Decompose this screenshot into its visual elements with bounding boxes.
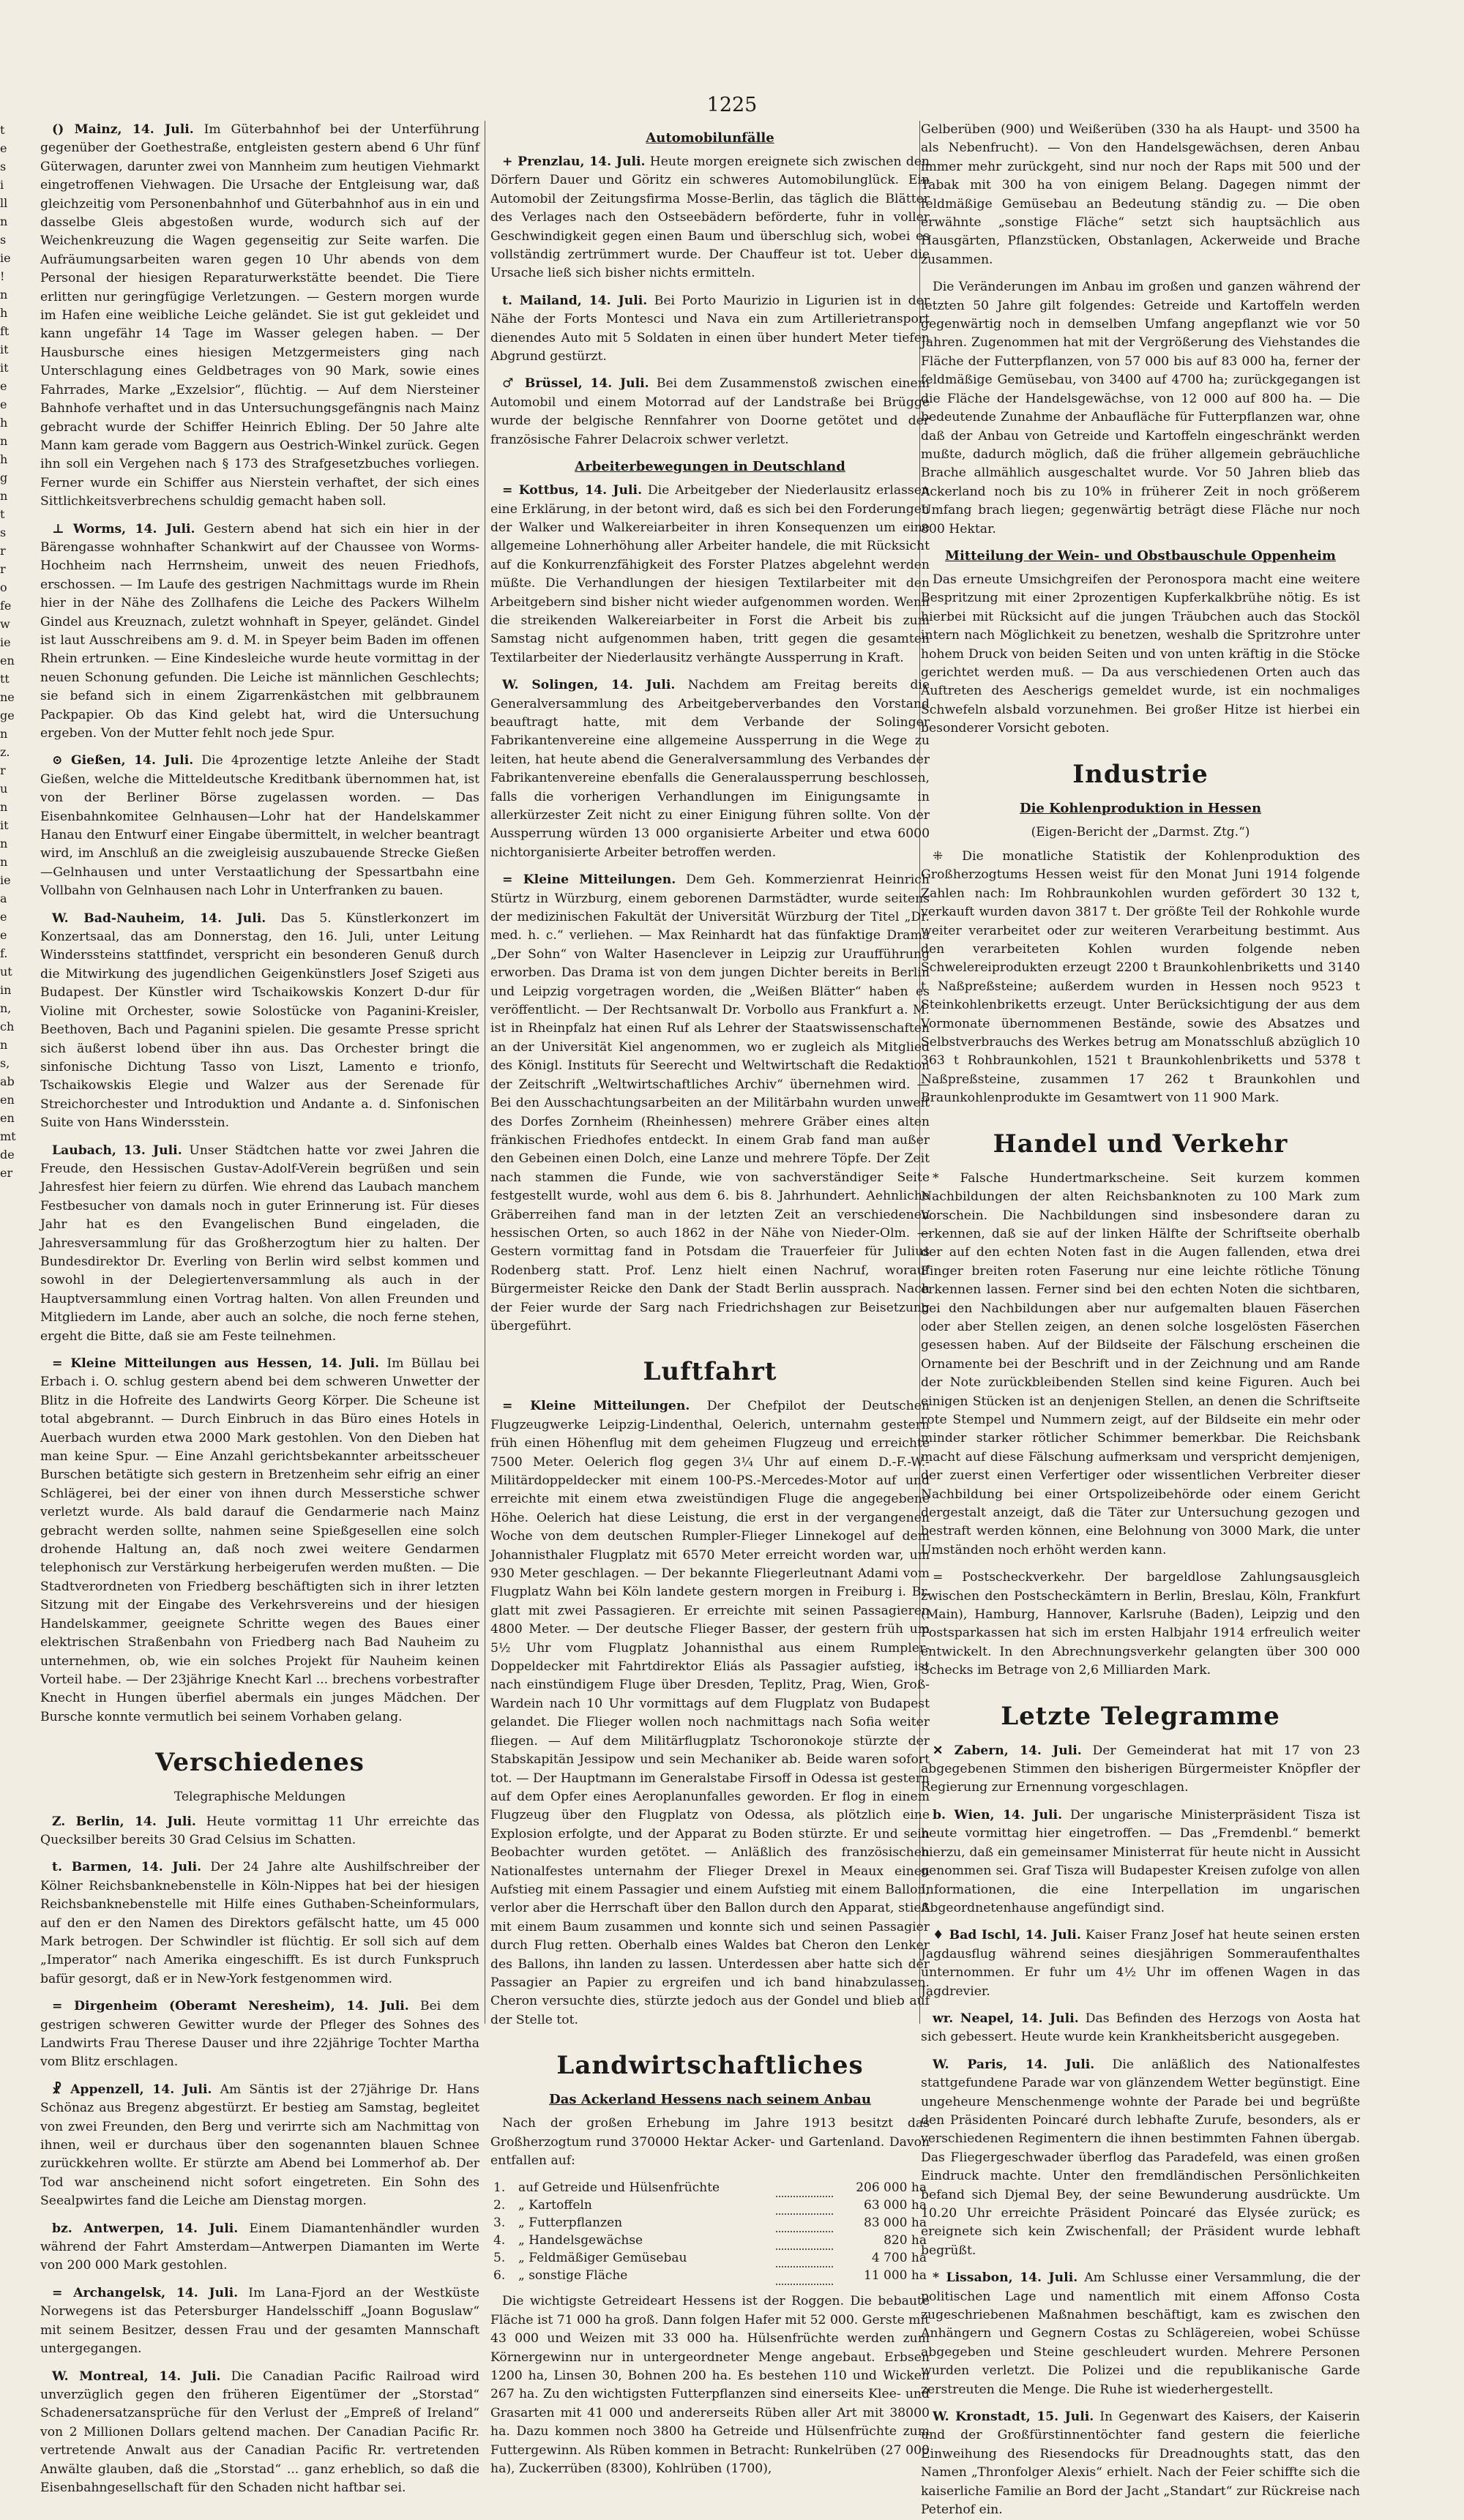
article-dateline: W. Paris, 14. Juli. [933, 2057, 1095, 2072]
article-text: Das 5. Künstlerkonzert im Konzertsaal, das am Donnerstag, den 16. Juli, unter Leitung Winderssteins stattfindet, verspricht ein besonderen Genuß durch die Mitwirkung des jugendlichen Geigenkünstlers Josef Szigeti aus Budapest. Der Künstler wird Tschaikowskis Konzert D-dur für Violine mit Orchester, sowie Solostücke von Paganini-Kreisler, Beethoven, Bach und Paganini spielen. Die gesamte Presse spricht sich äußerst lobend über ihn aus. Das Orchester bringt die sinfonische Dichtung Tasso von Liszt, Lamento e trionfo, Tschaikowskis Elegie und Walzer aus der Serenade für Streichorchester und Introduktion und Andante a. d. Sinfonischen Suite von Hans Windersstein. [40, 911, 480, 1131]
margin-fragment: n [0, 434, 8, 448]
article-dateline: = Kleine Mitteilungen. [502, 872, 676, 888]
article [40, 1997, 479, 2072]
article-text: Die Canadian Pacific Railroad wird unverzüglich gegen den früheren Eigentümer der „Storstad“ Schadenersatzansprüche für den Verlust der „Empreß of Ireland“ von 2 Millionen Dollars geltend machen. Der Canadian Pacific Rr. vertretende Anwalt aus der Canadian Pacific Rr. vertretenden Anwälte glauben, daß die „Storstad“ ... ganz erheblich, so daß die Eisenbahngesellschaft für den Schaden nicht haftbar sei. [40, 2368, 479, 2495]
article [40, 520, 479, 744]
margin-fragment: s [0, 526, 7, 539]
article-dateline: W. Kronstadt, 15. Juli. [933, 2409, 1094, 2425]
article-text: Im Lana-Fjord an der Westküste Norwegens ist das Petersburger Handelsschiff „Joann Boguslaw“ mit seinem Besitzer, dessen Frau und der gesamten Mannschaft untergegangen. [40, 2285, 479, 2357]
article-text: Am Säntis ist der 27jährige Dr. Hans Schönaz aus Bregenz abgestürzt. Er bestieg am Samstag, begleitet von zwei Freunden, den Berg und verirrte sich am Nachmittag von ihnen, weil er durchaus über den sogenannten blauen Schnee zurückkehren wollte. Er stürzte am Abend bei Lommerhof ab. Der Tod war anscheinend nicht sofort eingetreten. Ein Sohn des Seealpwirtes fand die Leiche am Dienstag morgen. [40, 2082, 479, 2209]
margin-fragment: g [0, 471, 8, 485]
paragraph: * Falsche Hundertmarkscheine. Seit kurzem kommen Nachbildungen der alten Reichsbanknoten zu 100 Mark zum Vorschein. Die Nachbildungen sind insbesondere daran zu erkennen, daß sie auf der linken Hälfte der Schriftseite oberhalb der auf den echten Noten fast in die Augen fallenden, etwa drei Finger breiten roten Faserung nur eine leichte rötliche Tönung erkennen lassen. Ferner sind bei den echten Noten die sichtbaren, bei den Nachbildungen aber nur aufgemalten blauen Fäserchen oder aber Stellen zeigen, an denen solche losgelösten Fäserchen gesessen haben. Auf der Bildseite der Fälschung erscheinen die Ornamente bei der Beschrift und in der Zeichnung und am Rande der Note zurückbleibenden Stellen sind keine Figuren. Auch bei einigen Stücken ist an denjenigen Stellen, an denen die Schriftseite rote Stempel und Nummern zeigt, auf der Bildseite ein mehr oder minder starker rötlicher Schimmer bemerkbar. Die Reichsbank macht auf diese Fälschung aufmerksam und verspricht demjenigen, der zuerst einen Verfertiger oder wissentlichen Verbreiter dieser Nachbildung bei einer Ortspolizeibehörde oder einem Gericht dergestalt anzeigt, daß die Täter zur Untersuchung gezogen und bestraft werden können, eine Belohnung von 3000 Mark, die unter Umständen noch erhöht werden kann. [921, 1170, 1360, 1558]
article-dateline: ♂ Brüssel, 14. Juli. [502, 376, 649, 392]
margin-fragment: o [0, 580, 7, 594]
margin-fragment: de [0, 1148, 15, 1162]
article-text: Der 24 Jahre alte Aushilfschreiber der Kölner Reichsbanknebenstelle in Köln-Nippes hat bei der hiesigen Reichsbanknebenstelle mit Hilfe eines Guthaben-Scheinformulars, auf den er den Namen des Direktors gefälscht hatte, um 45 000 Mark betrogen. Der Schwindler ist flüchtig. Er soll sich auf dem „Imperator“ nach Amerika eingeschifft. Es ist durch Funkspruch bafür gesorgt, daß er in New-York festgenommen wird. [40, 1860, 479, 1986]
article-dateline: () Mainz, 14. Juli. [52, 122, 194, 137]
article [40, 1355, 479, 1727]
table-row [490, 2196, 930, 2214]
article-text: Am Schlusse einer Versammlung, die der politischen Lage und namentlich mit einem Affonso Costa zugeschriebenen Maßnahmen beschäftigt, kam es zwischen den Anhängern und Gegnern Costas zu Schlägereien, wobei Schüsse abgegeben und Steine geschleudert wurden. Mehrere Personen wurden verletzt. Die Polizei und die republikanische Garde zerstreuten die Menge. Die Ruhe ist wiederhergestellt. [921, 2270, 1361, 2397]
article-dateline: ♦ Bad Ischl, 14. Juli. [933, 1928, 1081, 1943]
article [40, 910, 479, 1133]
article [921, 2408, 1360, 2519]
margin-fragment: t [0, 507, 5, 521]
margin-fragment: en [0, 1111, 15, 1125]
article [490, 676, 930, 862]
table-leader-dots [776, 2214, 833, 2232]
heading-automobilunfaelle: Automobilunfälle [646, 130, 774, 146]
article-text: Heute morgen ereignete sich zwischen den Dörfern Dauer und Göritz ein schweres Automobilunglück. Ein Automobil der Zeitungsfirma Mosse-Berlin, das täglich die Blätter des Verlages nach den Ostseebädern beförderte, fuhr in voller Geschwindigkeit gegen einen Baum und überschlug sich, wobei es vollständig zertrümmert wurde. Der Chauffeur ist tot. Ueber die Ursache ließ sich bisher nichts ermitteln. [490, 154, 930, 281]
margin-fragment: it [0, 818, 9, 832]
margin-fragment: in [0, 983, 12, 997]
article-dateline: Laubach, 13. Juli. [52, 1143, 182, 1158]
article [40, 2081, 479, 2211]
margin-fragment: en [0, 1093, 15, 1107]
margin-fragment: h [0, 306, 8, 320]
article [490, 375, 930, 449]
heading-ackerland: Das Ackerland Hessens nach seinem Anbau [549, 2092, 871, 2108]
margin-fragment: h [0, 416, 8, 430]
article-text: Bei dem Zusammenstoß zwischen einem Automobil und einem Motorrad auf der Landstraße bei Brügge wurde der belgische Rennfahrer von Doorne getötet und der französische Fahrer Delacroix schwer verletzt. [490, 376, 930, 447]
section-title-handel: Handel und Verkehr [993, 1129, 1288, 1159]
article [490, 292, 930, 367]
article-text: Einem Diamantenhändler wurden während der Fahrt Amsterdam—Antwerpen Diamanten im Werte von 200 000 Mark gestohlen. [40, 2221, 479, 2273]
article [40, 752, 479, 900]
article [40, 1813, 479, 1850]
article-text: Der Gemeinderat hat mit 17 von 23 abgegebenen Stimmen den bisherigen Bürgermeister Knöpfler der Regierung zur Ernennung vorgeschlagen. [921, 1743, 1360, 1795]
article-dateline: * Lissabon, 14. Juli. [933, 2270, 1078, 2286]
left-margin-fragments [0, 121, 29, 2024]
article-text: Dem Geh. Kommerzienrat Heinrich Stürtz in Würzburg, einem geborenen Darmstädter, wurde seitens der medizinischen Fakultät der Universität Würzburg der Titel „Dr. med. h. c.“ verliehen. — Max Reinhardt hat das fünfaktige Drama „Der Sohn“ von Walter Hasenclever in Leipzig zur Uraufführung erworben. Das Drama ist von dem jungen Dichter bereits in Berlin und Leipzig vorgetragen worden, die „Weißen Blätter“ haben es veröffentlicht. — Der Rechtsanwalt Dr. Vorbollo aus Frankfurt a. M. ist in Rheinpfalz hat einen Ruf als Lehrer der Staatswissenschaften an der Universität Kiel angenommen, wo er zugleich als Mitglied des Königl. Instituts für Seerecht und Weltwirtschaft die Redaktion der Zeitschrift „Weltwirtschaftliches Archiv“ übernehmen wird. — Bei den Ausschachtungsarbeiten an der Militärbahn wurden unweit des Dorfes Zornheim (Rheinhessen) mehrere Gräber eines alten fränkischen Friedhofes entdeckt. In einem Grab fand man außer den Gebeinen einen Dolch, eine Lanze und mehrere Töpfe. Der Zeit nach stammen die Funde, wie von sachverständiger Seite festgestellt wurde, wohl aus dem 6. bis 8. Jahrhundert. Aehnliche Gräberreihen fand man in der letzten Zeit an verschiedenen hessischen Orten, so auch 1862 in der Nähe von Nieder-Olm. — Gestern vormittag fand in Potsdam die Trauerfeier für Julius Rodenberg statt. Prof. Lenz hielt einen Nachruf, worauf Bürgermeister Reicke den Dank der Stadt Berlin aussprach. Nach der Feier wurde der Sarg nach Friedrichshagen zur Beisetzung übergeführt. [490, 872, 930, 1334]
section-title-telegramme: Letzte Telegramme [1001, 1701, 1280, 1731]
margin-fragment: mt [0, 1129, 16, 1143]
margin-fragment: e [0, 379, 7, 393]
article-dateline: ✕ Zabern, 14. Juli. [933, 1743, 1082, 1758]
table-cell-label: „ sonstige Fläche [518, 2268, 628, 2284]
table-cell-value: 4 700 ha [871, 2251, 927, 2266]
table-cell-idx: 4. [493, 2233, 506, 2248]
article-dateline: + Prenzlau, 14. Juli. [502, 154, 646, 169]
article-dateline: = Kleine Mitteilungen. [502, 1399, 690, 1414]
article-text: Die anläßlich des Nationalfestes stattgefundene Parade war von glänzendem Wetter begünstigt. Eine ungeheure Menschenmenge wohnte der Parade bei und begrüßte den Präsidenten Poincaré durch lebhafte Zurufe, besonders, als er verschiedenen Regimentern die ihnen bestimmten Fahnen übergab. Das Fliegergeschwader überflog das Paradefeld, was einen großen Eindruck machte. Unter den fremdländischen Persönlichkeiten befand sich Djemal Bey, der seine Bewunderung ausdrückte. Um 10.20 Uhr erreichte Präsident Poincaré das Elysée zurück; es ereignete sich kein Zwischenfall; der Präsident wurde lebhaft begrüßt. [921, 2057, 1360, 2258]
paragraph: ⁜ Die monatliche Statistik der Kohlenproduktion des Großherzogtums Hessen weist für den Monat Juni 1914 folgende Zahlen nach: Im Rohbraunkohlen wurden gefördert 30 132 t, verkauft wurden davon 3817 t. Der größte Teil der Rohkohle wurde weiter verarbeitet oder zur weiteren Verarbeitung bestimmt. Aus den verarbeiteten Kohlen wurden folgende neben Schwelereiprodukten erzeugt 2200 t Braunkohlenbriketts und 3140 t Naßpreßsteine; außerdem wurden in Hessen noch 9523 t Steinkohlenbriketts erzeugt. Unter Berücksichtigung der aus dem Vormonate übernommenen Bestände, sowie des Absatzes und Selbstverbrauchs des Werkes betrug am Monatsschluß abzüglich 10 363 t Rohbraunkohlen, 1521 t Braunkohlenbriketts und 5378 t Naßpreßsteine, zusammen 17 262 t Braunkohlen und Braunkohlenprodukte im Gesamtwert von 11 900 Mark. [921, 849, 1360, 1106]
article-text: Der ungarische Ministerpräsident Tisza ist heute vormittag hier eingetroffen. — Das „Fremdenbl.“ bemerkt hierzu, daß ein gemeinsamer Ministerrat für heute nicht in Aussicht genommen sei. Graf Tisza will Budapester Kreisen zufolge von allen Informationen, die eine Interpellation im ungarischen Abgeordnetenhause angefündigt sind. [921, 1807, 1360, 1915]
table-cell-idx: 3. [493, 2216, 506, 2231]
article-dateline: Z. Berlin, 14. Juli. [52, 1814, 196, 1829]
margin-fragment: a [0, 891, 7, 905]
margin-fragment: ab [0, 1074, 15, 1088]
table-cell-value: 11 000 ha [864, 2268, 927, 2284]
article [40, 1142, 479, 1346]
paragraph: Die wichtigste Getreideart Hessens ist der Roggen. Die bebaute Fläche ist 71 000 ha groß. Dann folgen Hafer mit 52 000. Gerste mit 43 000 und Weizen mit 33 000 ha. Hülsenfrüchte werden zum Körnergewinn nur in untergeordneter Menge angebaut. Erbsen 1200 ha, Linsen 30, Bohnen 200 ha. Es bestehen 110 und Wicken 267 ha. Zu den wichtigsten Futterpflanzen sind einerseits Klee- und Grasarten mit 41 000 und andererseits Rüben aller Art mit 38000 ha. Dazu kommen noch 3800 ha Getreide und Hülsenfrüchte zum Futtergewinn. Als Rüben kommen in Betracht: Runkelrüben (27 000 ha), Zuckerrüben (8300), Kohlrüben (1700), [490, 2294, 930, 2477]
margin-fragment: ft [0, 324, 10, 338]
article-text: Im Büllau bei Erbach i. O. schlug gestern abend bei dem schweren Unwetter der Blitz in die Hofreite des Landwirts Georg Körper. Die Scheune ist total abgebrannt. — Durch Einbruch in das Büro eines Hotels in Auerbach wurden etwa 2000 Mark gestohlen. Von den Dieben hat man keine Spur. — Eine Anzahl gerichtsbekannter arbeitsscheuer Burschen betätigte sich gestern in Bretzenheim sehr eifrig an einer Schlägerei, bei der einer von ihnen durch Messerstiche schwer verletzt wurde. Als bald darauf die Gendarmerie nach Mainz gebracht werden sollte, nahmen seine Spießgesellen eine solch drohende Haltung an, daß noch zwei weitere Gendarmen telephonisch zur Verstärkung herbeigerufen werden mußten. — Die Stadtverordneten von Friedberg beschäftigten sich in ihrer letzten Sitzung mit der Eingabe des Verkehrsvereins und der hiesigen Handelskammer, geeignete Schritte wegen des Baues einer elektrischen Straßenbahn von Friedberg nach Bad Nauheim zu unternehmen, ob, wie ein solches Projekt für Nauheim keinen Vorteil habe. — Der 23jährige Knecht Karl ... brechens vorbestrafter Knecht in Hungen überfiel abermals ein junges Mädchen. Der Bursche konnte vermutlich bei seinem Vorhaben gelang. [40, 1356, 479, 1724]
margin-fragment: f. [0, 946, 8, 960]
column-3 [921, 121, 1361, 2518]
article [921, 2269, 1360, 2399]
table-leader-dots [776, 2249, 833, 2267]
column-1 [40, 121, 480, 2495]
page-number: 1225 [706, 94, 758, 116]
margin-fragment: ch [0, 1020, 15, 1033]
section-title-luftfahrt: Luftfahrt [643, 1357, 777, 1387]
margin-fragment: n [0, 800, 8, 814]
table-cell-value: 83 000 ha [864, 2216, 927, 2231]
paragraph: Nach der großen Erhebung im Jahre 1913 besitzt das Großherzogtum rund 370000 Hektar Acker- und Gartenland. Davon entfallen auf: [490, 2116, 930, 2168]
byline: (Eigen-Bericht der „Darmst. Ztg.“) [1031, 824, 1250, 840]
margin-fragment: z. [0, 745, 10, 759]
table-cell-value: 63 000 ha [864, 2198, 927, 2213]
article [40, 2284, 479, 2359]
article-dateline: W. Montreal, 14. Juli. [52, 2368, 221, 2384]
article-dateline: b. Wien, 14. Juli. [933, 1807, 1063, 1822]
heading-weinbau: Mitteilung der Wein- und Obstbauschule Oppenheim [945, 547, 1336, 564]
article-dateline: W. Bad-Nauheim, 14. Juli. [52, 911, 266, 926]
margin-fragment: it [0, 343, 9, 356]
article-dateline: W. Solingen, 14. Juli. [502, 678, 676, 693]
article [921, 1926, 1360, 2001]
acreage-table [490, 2179, 930, 2285]
margin-fragment: n [0, 1038, 8, 1052]
article [40, 1858, 479, 1989]
margin-fragment: ge [0, 708, 15, 722]
section-title-landwirtschaftliches: Landwirtschaftliches [556, 2051, 864, 2081]
table-cell-value: 820 ha [884, 2233, 927, 2248]
article-dateline: t. Barmen, 14. Juli. [52, 1860, 202, 1875]
table-row [490, 2179, 930, 2196]
table-leader-dots [776, 2196, 833, 2214]
margin-fragment: e [0, 928, 7, 942]
table-cell-value: 206 000 ha [856, 2180, 927, 2196]
margin-fragment: s, [0, 1056, 10, 1070]
table-row [490, 2249, 930, 2267]
margin-fragment: s [0, 233, 7, 247]
table-row [490, 2214, 930, 2232]
paragraph: = Postscheckverkehr. Der bargeldlose Zahlungsausgleich zwischen den Postscheckämtern in Berlin, Breslau, Köln, Frankfurt (Main), Hamburg, Hannover, Karlsruhe (Baden), Leipzig und den Postsparkassen hat sich im ersten Halbjahr 1914 erfreulich weiter entwickelt. In den Abrechnungsverkehr gelangten über 300 000 Schecks im Betrage von 2,6 Milliarden Mark. [921, 1570, 1360, 1678]
article-text: Bei Porto Maurizio in Ligurien ist in der Nähe der Forts Montesci und Nava ein zum Artillerietransport dienendes Auto mit 5 Soldaten in einen über hundert Meter tiefen Abgrund gestürzt. [490, 293, 930, 364]
article [490, 153, 930, 283]
article-dateline: ⊙ Gießen, 14. Juli. [52, 753, 194, 769]
article [921, 2010, 1360, 2047]
article [490, 482, 930, 668]
article [40, 2368, 479, 2498]
margin-fragment: r [0, 562, 6, 576]
article-text: Die Arbeitgeber der Niederlausitz erlassen eine Erklärung, in der betont wird, daß es sich bei den Forderungen der Walker und Walkereiarbeiter in ihren Konsequenzen um eine allgemeine Lohnerhöhung aller Arbeiter handele, die mit Rücksicht auf die Konkurrenzfähigkeit des Forster Platzes abgelehnt werden müßte. Die Verhandlungen der hiesigen Textilarbeiter mit den Arbeitgebern sind bisher nicht wieder aufgenommen worden. Wenn die streikenden Walkereiarbeiter in Forst die Arbeit bis zum Samstag nicht aufgenommen haben, tritt gegen die gesamten Textilarbeiter der Niederlausitz verhängte Aussperrung in Kraft. [490, 483, 930, 665]
table-cell-label: „ Handelsgewächse [518, 2233, 643, 2248]
table-cell-idx: 5. [493, 2251, 506, 2266]
paragraph: Das erneute Umsichgreifen der Peronospora macht eine weitere Bespritzung mit einer 2prozentigen Kupferkalkbrühe nötig. Es ist hierbei mit Rücksicht auf die jungen Träubchen auch das Stocköl intern nach Möglichkeit zu benetzen, weshalb die Spritzrohre unter hohem Druck von beiden Seiten und von unten kräftig in die Stöcke gerichtet werden muß. — Da aus verschiedenen Orten auch das Auftreten des Aescherigs gemeldet wurde, ist ein nochmaliges Schwefeln alsbald vorzunehmen. Bei großer Hitze ist hierbei ein besonderer Vorsicht geboten. [921, 572, 1360, 736]
article-dateline: wr. Neapel, 14. Juli. [933, 2011, 1079, 2026]
article [921, 1742, 1360, 1798]
article-dateline: t. Mailand, 14. Juli. [502, 293, 648, 308]
table-cell-idx: 6. [493, 2268, 506, 2284]
table-cell-idx: 2. [493, 2198, 506, 2213]
margin-fragment: e [0, 141, 7, 155]
article-text: Unser Städtchen hatte vor zwei Jahren die Freude, den Hessischen Gustav-Adolf-Verein begrüßen und sein Jahresfest hier feiern zu dürfen. Wie ehrend das Laubach manchem Festbesucher von damals noch in guter Erinnerung ist. Für dieses Jahr hat es den Evangelischen Bund eingeladen, die Jahresversammlung für das Großherzogtum hier zu halten. Der Bundesdirektor Dr. Everling von Berlin wird selbst kommen und sowohl in der Delegiertenversammlung als auch in der Hauptversammlung einen Vortrag halten. Von allen Freunden und Mitgliedern im Lande, aber auch an solche, die noch ferne stehen, ergeht die Bitte, daß sie am Feste teilnehmen. [40, 1143, 479, 1344]
margin-fragment: en [0, 654, 15, 668]
article-dateline: = Archangelsk, 14. Juli. [52, 2285, 239, 2300]
margin-fragment: n [0, 288, 8, 302]
article-text: Im Güterbahnhof bei der Unterführung gegenüber der Goethestraße, entgleisten gestern abend 6 Uhr fünf Güterwagen, darunter zwei von Mannheim zum heutigen Viehmarkt eingetroffenen Viehwagen. Die Ursache der Entgleisung war, daß gleichzeitig vom Personenbahnhof und Güterbahnhof aus in ein und dasselbe Gleis abgestoßen wurde, wodurch sich auf der Weichenkreuzung die Wagen gegenseitig zur Seite warfen. Die Aufräumungsarbeiten waren gegen 10 Uhr abends von dem Personal der hiesigen Reparaturwerkstätte beendet. Die Tiere erlitten nur geringfügige Verletzungen. — Gestern morgen wurde im Hafen eine weibliche Leiche geländet. Sie ist gut gekleidet und kann ungefähr 14 Tage im Wasser gelegen haben. — Der Hausbursche eines hiesigen Metzgermeisters ging nach Unterschlagung eines Geldbetrages von 90 Mark, sowie eines Fahrrades, Marke „Exzelsior“, flüchtig. — Auf dem Niersteiner Bahnhofe verhaftet und in das Untersuchungsgefängnis nach Mainz gebracht wurde der Schiffer Heinrich Ebling. Der 50 Jahre alte Mann kam gerade vom Baggern aus Oestrich-Winkel zurück. Gegen ihn soll ein Vergehen nach § 173 des Strafgesetzbuches vorliegen. Ferner wurde ein Schiffer aus Nierstein verhaftet, der sich eines Sittlichkeitsverbrechens schuldig gemacht haben soll. [40, 122, 479, 509]
article-text: Die 4prozentige letzte Anleihe der Stadt Gießen, welche die Mitteldeutsche Kreditbank übernommen hat, ist von der Berliner Börse zugelassen worden. — Das Eisenbahnkomitee Gelnhausen—Lohr hat der Handelskammer Hanau den Entwurf einer Eingabe übermittelt, in welcher beantragt wird, im Anschluß an die zweigleisig auszubauende Strecke Gießen—Gelnhausen und unter Verstaatlichung der Spessartbahn eine Vollbahn von Gelnhausen nach Lohr in Unterfranken zu bauen. [40, 753, 479, 899]
paragraph: Gelberüben (900) und Weißerüben (330 ha als Haupt- und 3500 ha als Nebenfrucht). — Von den Handelsgewächsen, deren Anbau immer mehr zurückgeht, sind nur noch der Raps mit 500 und der Tabak mit 300 ha von einigem Belang. Dagegen nimmt der feldmäßige Gemüsebau an Bedeutung ständig zu. — Die oben erwähnte „sonstige Fläche“ setzt sich hauptsächlich aus Hausgärten, Pflanzstücken, Obstanlagen, Ackerweide und Brache zusammen. [921, 122, 1360, 267]
article-text: In Gegenwart des Kaisers, der Kaiserin und der Großfürstinnentöchter fand gestern die feierliche Einweihung des Riesendocks für Dreadnoughts statt, das den Namen „Thronfolger Alexis“ erhielt. Nach der Feier schiffte sich die kaiserliche Familie an Bord der Jacht „Standart“ zur Rückreise nach Peterhof ein. [921, 2409, 1361, 2518]
table-leader-dots [776, 2232, 833, 2249]
margin-fragment: r [0, 763, 6, 777]
article [40, 121, 479, 512]
margin-fragment: n [0, 837, 8, 850]
table-row [490, 2267, 930, 2284]
article-text: Bei dem gestrigen schweren Gewitter wurde der Pfleger des Sohnes des Landwirts Frau Therese Dauser und ihre 22jährige Tochter Martha vom Blitz erschlagen. [40, 1999, 479, 2070]
heading-arbeiterbewegungen: Arbeiterbewegungen in Deutschland [575, 459, 845, 475]
article-text: Gestern abend hat sich ein hier in der Bärengasse wohnhafter Schankwirt auf der Chaussee von Worms-Hochheim nach Herrnsheim, unweit des neuen Friedhofs, erschossen. — Im Laufe des gestrigen Nachmittags wurde im Rhein hier in der Nähe des Zollhafens die Leiche des Packers Wilhelm Gindel aus Kreuznach, zuletzt wohnhaft in Speyer, geländet. Gindel ist laut Ausschreibens am 9. d. M. in Speyer beim Baden im offenen Rhein ertrunken. — Eine Kindesleiche wurde heute vormittag in der neuen Schonung gefunden. Die Leiche ist männlichen Geschlechts; sie befand sich in einem Zigarrenkästchen mit gelbbraunem Packpapier. Ob das Kind gelebt hat, wird die Untersuchung ergeben. Von der Mutter fehlt noch jede Spur. [40, 521, 479, 741]
margin-fragment: it [0, 361, 9, 375]
margin-fragment: ll [0, 196, 8, 210]
table-cell-label: „ Futterpflanzen [518, 2216, 623, 2231]
section-title-industrie: Industrie [1072, 759, 1209, 789]
margin-fragment: n [0, 727, 8, 741]
margin-fragment: e [0, 910, 7, 924]
column-2 [490, 121, 930, 2477]
section-subtitle: Telegraphische Meldungen [173, 1790, 346, 1805]
margin-fragment: ut [0, 965, 12, 979]
article-dateline: = Kottbus, 14. Juli. [502, 483, 643, 498]
margin-fragment: ie [0, 873, 11, 887]
margin-fragment: u [0, 782, 8, 796]
table-leader-dots [776, 2179, 833, 2196]
article-text: Nachdem am Freitag bereits die Generalversammlung des Arbeitgeberverbandes den Vorstand beauftragt hatte, mit dem Verbande der Solinger Fabrikantenvereine eine allgemeine Aussperrung in die Wege zu leiten, hat heute abend die Generalversammlung des Verbandes der Fabrikantenvereine ebenfalls die Generalaussperrung beschlossen, falls die vorherigen Verhandlungen im Einigungsamte in allerkürzester Zeit nicht zu einer Einigung führen sollte. Von der Aussperrung würden 13 000 organisierte Arbeiter und etwa 6000 nichtorganisierte Arbeiter betroffen werden. [490, 678, 930, 860]
table-cell-idx: 1. [493, 2180, 506, 2196]
heading-kohlenproduktion: Die Kohlenproduktion in Hessen [1019, 800, 1262, 816]
table-cell-label: „ Feldmäßiger Gemüsebau [518, 2251, 687, 2266]
table-row [490, 2232, 930, 2249]
article-dateline: ☧ Appenzell, 14. Juli. [52, 2082, 212, 2097]
article-dateline: bz. Antwerpen, 14. Juli. [52, 2221, 239, 2236]
margin-fragment: ! [0, 269, 5, 283]
margin-fragment: r [0, 544, 6, 558]
margin-fragment: fe [0, 599, 12, 613]
article-dateline: = Dirgenheim (Oberamt Neresheim), 14. Juli. [52, 1999, 409, 2014]
article-text: Das Befinden des Herzogs von Aosta hat sich gebessert. Heute wurde kein Krankheitsbericht ausgegeben. [921, 2011, 1360, 2045]
paragraph: Die Veränderungen im Anbau im großen und ganzen während der letzten 50 Jahre gilt folgendes: Getreide und Kartoffeln werden gegenwärtig noch in demselben Umfang angepflanzt wie vor 50 Jahren. Zugenommen hat mit der Vergrößerung des Viehstandes die Fläche der Futterpflanzen, von 57 000 bis auf 83 000 ha, ferner der feldmäßige Gemüsebau, von 3400 auf 4700 ha; zurückgegangen ist die Fläche der Handelsgewächse, von 12 000 auf 800 ha. — Die bedeutende Zunahme der Anbaufläche für Futterpflanzen war, ohne daß der Anbau von Getreide und Kartoffeln eingeschränkt werden mußte, dadurch möglich, daß die früher allgemein gebräuchliche Brache allmählich ausgeschaltet wurde. Vor 50 Jahren blieb das Ackerland noch bis zu 10% in früherer Zeit in noch größerem Umfang brach liegen; gegenwärtig beträgt diese Fläche nur noch 800 Hektar. [921, 280, 1360, 536]
margin-fragment: n [0, 489, 8, 503]
margin-fragment: ie [0, 251, 11, 265]
article-dateline: = Kleine Mitteilungen aus Hessen, 14. Juli. [52, 1356, 380, 1371]
table-leader-dots [776, 2267, 833, 2284]
article [40, 2220, 479, 2276]
margin-fragment: n [0, 855, 8, 869]
margin-fragment: s [0, 160, 7, 173]
article [921, 1806, 1360, 1918]
margin-fragment: tt [0, 672, 10, 686]
article [490, 871, 930, 1336]
margin-fragment: h [0, 452, 8, 466]
article-text: Heute vormittag 11 Uhr erreichte das Quecksilber bereits 30 Grad Celsius im Schatten. [40, 1814, 480, 1847]
section-title-verschiedenes: Verschiedenes [155, 1748, 365, 1778]
margin-fragment: n, [0, 1001, 12, 1015]
margin-fragment: er [0, 1166, 13, 1180]
margin-fragment: ne [0, 690, 15, 704]
margin-fragment: n [0, 214, 8, 228]
article [490, 1397, 930, 2030]
margin-fragment: e [0, 397, 7, 411]
article [921, 2056, 1360, 2260]
margin-fragment: i [0, 178, 4, 192]
margin-fragment: ie [0, 635, 11, 649]
margin-fragment: w [0, 617, 10, 631]
margin-fragment: t [0, 123, 5, 137]
table-cell-label: auf Getreide und Hülsenfrüchte [518, 2180, 720, 2196]
article-dateline: ⊥ Worms, 14. Juli. [52, 521, 195, 536]
article-text: Der Chefpilot der Deutschen Flugzeugwerke Leipzig-Lindenthal, Oelerich, unternahm gestern früh einen Höhenflug mit dem geheimen Flugzeug und erreichte 7500 Meter. Oelerich flog gegen 3¼ Uhr auf einem D.-F.-W.-Militärdoppeldecker mit einem 100-PS.-Mercedes-Motor auf und erreichte mit einem etwa zweistündigen Fluge die angegebene Höhe. Oelerich hat diese Leistung, die erst in der vergangenen Woche von dem deutschen Rumpler-Flieger Linnekogel auf dem Johannisthaler Flugplatz mit 6570 Meter erreicht worden war, um 930 Meter geschlagen. — Der bekannte Fliegerleutnant Adami vom Flugplatz Wahn bei Köln landete gestern morgen in Freiburg i. Br. glatt mit zwei Passagieren. Er erreichte mit seinen Passagieren 4800 Meter. — Der deutsche Flieger Basser, der gestern früh um 5½ Uhr vom Flugplatz Johannisthal aus einem Rumpler-Doppeldecker mit Fahrtdirektor Eliás als Passagier aufstieg, ist nach einstündigem Fluge über Dresden, Teplitz, Prag, Wien, Groß-Wardein nach 10 Uhr vormittags auf dem Flugplatz von Budapest gelandet. Die Flieger wollen noch nachmittags nach Sofia weiter fliegen. — Auf dem Militärflugplatz Tschoronokoje stürzte der Stabskapitän Jessipow und sein Mechaniker ab. Beide waren sofort tot. — Der Hauptmann im Generalstabe Firsoff in Odessa ist gestern auf dem Opfer eines Aeroplanunfalles geworden. Er flog in einem Flugzeug über den Flugplatz von Odessa, als plötzlich eine Explosion erfolgte, und der Apparat zu Boden stürzte. Er und sein Beobachter wurden getötet. — Anläßlich des französischen Nationalfestes unternahm der Flieger Drexel in Meaux einen Aufstieg mit einem Passagier und einem Aufstieg mit einem Ballon, verlor aber die Herrschaft über den Ballon durch den Apparat, stieß mit einem Baum zusammen und konnte sich und seinen Passagier durch Flug retten. Oberhalb eines Waldes bat Cheron den Lenker des Ballons, ihn landen zu lassen. Unterdessen aber hatte sich der Passagier an Papier zu ergreifen und ich band hinabzulassen. Cheron versuchte dies, stürzte jedoch aus der Gondel und blieb auf der Stelle tot. [490, 1399, 930, 2027]
article-text: Kaiser Franz Josef hat heute seinen ersten Jagdausflug während seines diesjährigen Sommeraufenthaltes unternommen. Er fuhr um 4½ Uhr im offenen Wagen in das Jagdrevier. [921, 1928, 1360, 1999]
table-cell-label: „ Kartoffeln [518, 2198, 592, 2213]
